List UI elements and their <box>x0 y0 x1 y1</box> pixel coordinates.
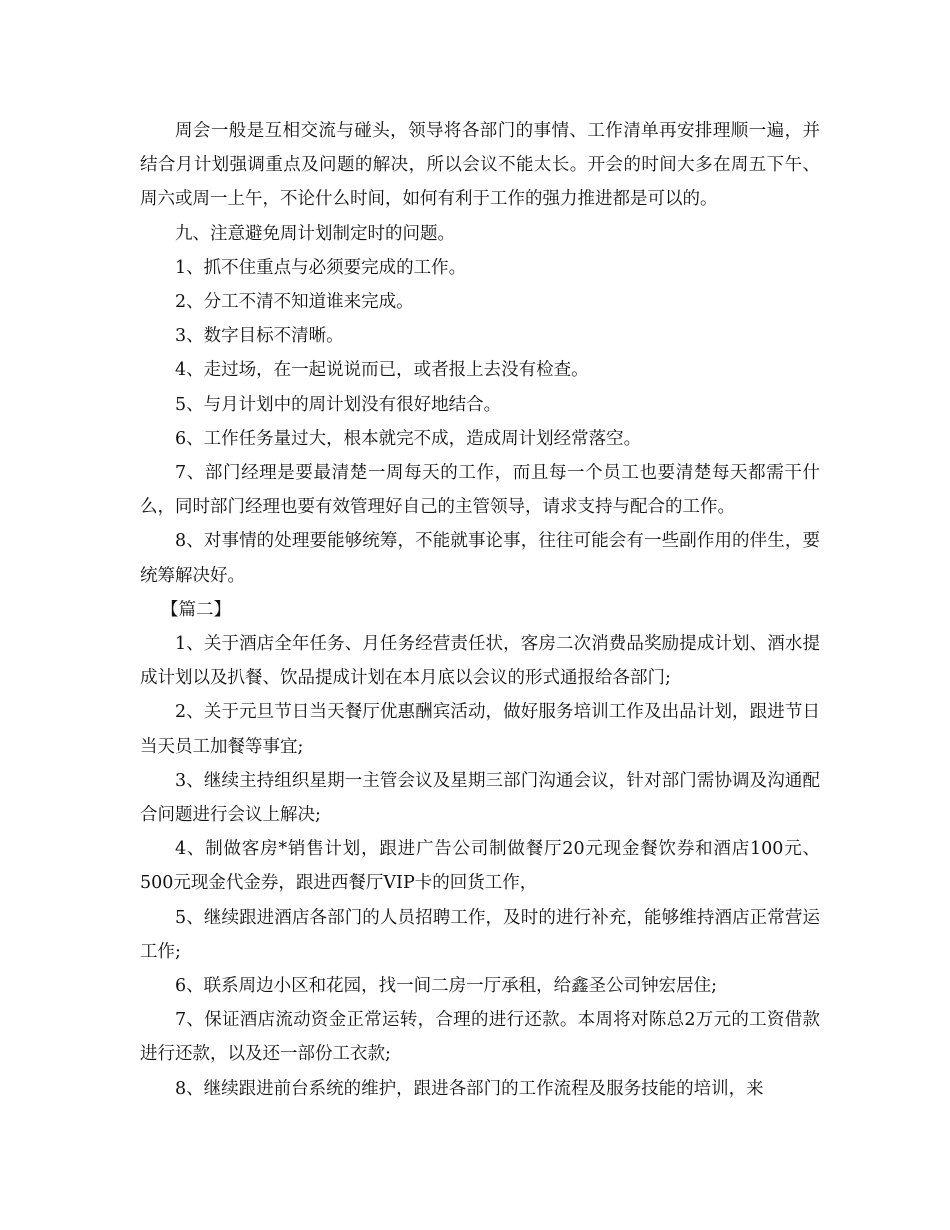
list-item: 6、工作任务量过大，根本就完不成，造成周计划经常落空。 <box>175 428 642 449</box>
list-item: 7、保证酒店流动资金正常运转，合理的进行还款。本周将对陈总2万元的工资借款进行还款，以及还一部份工衣款; <box>140 1010 820 1065</box>
list-item: 3、继续主持组织星期一主管会议及星期三部门沟通会议，针对部门需协调及沟通配合问题进行会议上解决; <box>140 770 820 826</box>
list-item: 6、联系周边小区和花园，找一间二房一厅承租，给鑫圣公司钟宏居住; <box>175 976 718 997</box>
list-item: 5、与月计划中的周计划没有很好地结合。 <box>175 394 502 415</box>
section-heading-part-two: 【篇二】 <box>161 599 231 620</box>
list-item: 4、制做客房*销售计划，跟进广告公司制做餐厅20元现金餐饮券和酒店100元、500元现金代金券，跟进西餐厅VIP卡的回货工作， <box>140 839 820 894</box>
list-item: 5、继续跟进酒店各部门的人员招聘工作，及时的进行补充，能够维持酒店正常营运工作; <box>140 907 820 962</box>
list-item: 7、部门经理是要最清楚一周每天的工作，而且每一个员工也要清楚每天都需干什么，同时部门经理也要有效管理好自己的主管领导，请求支持与配合的工作。 <box>140 463 820 518</box>
section-heading-nine: 九、注意避免周计划制定时的问题。 <box>175 223 455 244</box>
list-item: 8、对事情的处理要能够统筹，不能就事论事，往往可能会有一些副作用的伴生，要统筹解决好。 <box>140 531 820 586</box>
document-body <box>140 114 820 1106</box>
paragraph-weekly-meeting: 周会一般是互相交流与碰头，领导将各部门的事情、工作清单再安排理顺一遍，并结合月计划强调重点及问题的解决，所以会议不能太长。开会的时间大多在周五下午、周六或周一上午，不论什么时间，如何有利于工作的强力推进都是可以的。 <box>140 121 820 210</box>
list-item: 3、数字目标不清晰。 <box>175 326 344 347</box>
list-item: 4、走过场，在一起说说而已，或者报上去没有检查。 <box>175 360 589 381</box>
list-item: 2、关于元旦节日当天餐厅优惠酬宾活动，做好服务培训工作及出品计划，跟进节日当天员工加餐等事宜; <box>140 702 820 757</box>
list-item: 8、继续跟进前台系统的维护，跟进各部门的工作流程及服务技能的培训，来 <box>175 1078 764 1099</box>
list-item: 1、关于酒店全年任务、月任务经营责任状，客房二次消费品奖励提成计划、酒水提成计划以及扒餐、饮品提成计划在本月底以会议的形式通报给各部门; <box>140 634 820 689</box>
list-item: 1、抓不住重点与必须要完成的工作。 <box>175 257 467 278</box>
list-item: 2、分工不清不知道谁来完成。 <box>175 292 414 313</box>
